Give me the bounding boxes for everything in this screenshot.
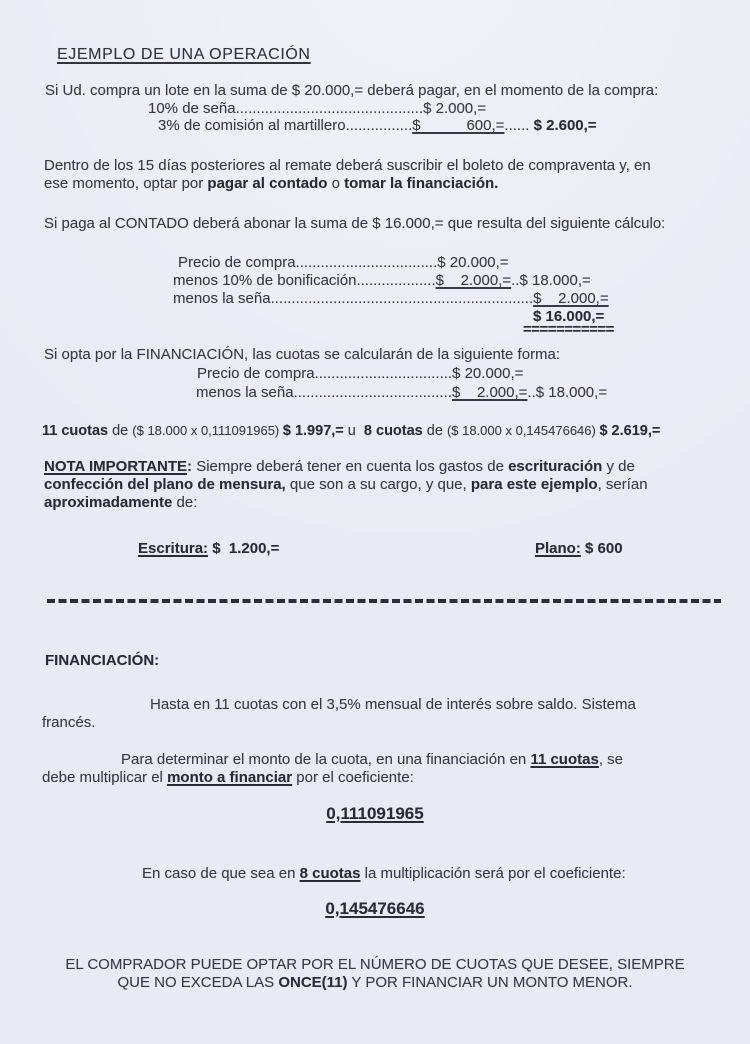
financing-terms-line-2: francés. <box>42 714 96 731</box>
text-segment: ese momento, optar por <box>44 175 208 192</box>
text-segment: que son a su cargo, y que, <box>285 476 471 493</box>
text-segment: por el coeficiente: <box>292 769 414 786</box>
important-note-line-3 <box>44 493 197 512</box>
text-segment: NOTA IMPORTANTE <box>44 458 188 475</box>
plan-cost-line <box>535 539 623 558</box>
text-segment: 11 cuotas <box>42 423 109 439</box>
text-segment: Plano: <box>535 540 581 557</box>
text-segment: $ 2.600,= <box>533 117 597 134</box>
text-segment: escrituración <box>508 458 603 475</box>
cash-calc-deposit-line <box>173 289 609 308</box>
fin-calc-deposit-line <box>196 383 607 402</box>
text-segment: QUE NO EXCEDA LAS <box>117 974 279 991</box>
deed-cost-line <box>138 539 279 558</box>
coefficient-11-note-line-2 <box>42 768 414 787</box>
installments-summary-line <box>42 421 660 441</box>
coefficient-11-note-line-1 <box>121 750 623 769</box>
fin-calc-price-line: Precio de compra.................................$ 20.000,= <box>197 365 524 382</box>
text-segment: menos la seña <box>173 290 271 307</box>
text-segment: $ 600,= <box>412 117 505 134</box>
text-segment: $ 600 <box>580 540 623 557</box>
document-title: EJEMPLO DE UNA OPERACIÓN <box>57 46 311 63</box>
text-segment: u <box>343 423 364 439</box>
cash-calc-total-rule: =========== <box>523 321 614 338</box>
text-segment: Y POR FINANCIAR UN MONTO MENOR. <box>347 974 633 991</box>
text-segment: de <box>108 423 133 439</box>
text-segment: Escritura: <box>138 540 209 557</box>
text-segment: y de <box>602 458 635 475</box>
text-segment: menos 10% de bonificación <box>173 272 357 289</box>
financing-terms-line-1: Hasta en 11 cuotas con el 3,5% mensual de interés sobre saldo. Sistema <box>150 696 636 713</box>
text-segment: pagar al contado <box>207 175 328 192</box>
commission-line <box>158 116 597 135</box>
text-segment: ($ 18.000 x 0,111091965) <box>132 423 283 438</box>
cash-intro-line: Si paga al CONTADO deberá abonar la suma de $ 16.000,= que resulta del siguiente cálculo: <box>44 215 666 232</box>
text-segment: debe multiplicar el <box>42 769 168 786</box>
text-segment: $ 2.000,= <box>435 272 512 289</box>
coefficient-8-value: 0,145476646 <box>325 899 425 918</box>
text-segment: ...... <box>504 117 530 134</box>
text-segment: En caso de que sea en <box>142 865 300 882</box>
deadline-line-2 <box>44 174 498 193</box>
text-segment: , serían <box>597 476 648 493</box>
text-segment: , se <box>598 751 623 768</box>
financing-intro-line: Si opta por la FINANCIACIÓN, las cuotas se calcularán de la siguiente forma: <box>44 346 561 363</box>
text-segment: o <box>327 175 345 192</box>
buyer-option-line-2 <box>0 973 750 992</box>
text-segment: tomar la financiación. <box>344 175 499 192</box>
important-note-line-2 <box>44 475 648 494</box>
text-segment: ................ <box>345 117 413 134</box>
text-segment: $ 18.000,= <box>535 384 608 401</box>
text-segment: $ 2.619,= <box>599 423 661 439</box>
text-segment: la multiplicación será por el coeficiente: <box>360 865 626 882</box>
text-segment: Siempre deberá tener en cuenta los gastos de <box>192 458 509 475</box>
text-segment: de: <box>172 494 198 511</box>
text-segment: aproximadamente <box>44 494 173 511</box>
text-segment: ................... <box>356 272 436 289</box>
text-segment: de <box>422 423 447 439</box>
text-segment: .. <box>511 272 520 289</box>
cash-calc-total-line: $ 16.000,= <box>533 308 605 325</box>
text-segment: monto a financiar <box>167 769 293 786</box>
text-segment: ...................................... <box>293 384 452 401</box>
text-segment: para este ejemplo <box>470 476 598 493</box>
text-segment: $ 2.000,= <box>451 384 528 401</box>
text-segment: $ 2.000,= <box>533 290 609 307</box>
coefficient-11-value: 0,111091965 <box>326 804 424 823</box>
deadline-line-1: Dentro de los 15 días posteriores al remate deberá suscribir el boleto de compraventa y, en <box>44 157 651 174</box>
important-note-line-1 <box>44 457 635 476</box>
text-segment: 3% de comisión al martillero <box>158 117 346 134</box>
text-segment: $ 18.000,= <box>519 272 591 289</box>
deposit-line: 10% de seña.............................................$ 2.000,= <box>148 100 487 117</box>
text-segment: $ 1.200,= <box>208 540 280 557</box>
text-segment: confección del plano de mensura, <box>44 476 286 493</box>
text-segment: 8 cuotas <box>363 423 423 439</box>
cash-calc-discount-line <box>173 271 591 290</box>
purchase-intro-line: Si Ud. compra un lote en la suma de $ 20.000,= deberá pagar, en el momento de la compra: <box>45 82 659 99</box>
financing-heading: FINANCIACIÓN: <box>45 652 160 669</box>
text-segment: .. <box>527 384 536 401</box>
text-segment: menos la seña <box>196 384 294 401</box>
cash-calc-price-line: Precio de compra..................................$ 20.000,= <box>178 254 509 271</box>
text-segment: 11 cuotas <box>530 751 599 768</box>
text-segment: Para determinar el monto de la cuota, en una financiación en <box>121 751 531 768</box>
text-segment: 8 cuotas <box>299 865 361 882</box>
text-segment: $ 1.997,= <box>282 423 344 439</box>
text-segment: : <box>187 458 193 475</box>
buyer-option-line-1: EL COMPRADOR PUEDE OPTAR POR EL NÚMERO DE CUOTAS QUE DESEE, SIEMPRE <box>65 956 685 973</box>
text-segment: ($ 18.000 x 0,145476646) <box>446 423 600 438</box>
dashed-divider <box>47 599 721 603</box>
text-segment: ONCE(11) <box>278 974 348 991</box>
text-segment: ............................................................... <box>270 290 534 307</box>
coefficient-8-note-line <box>142 864 626 883</box>
